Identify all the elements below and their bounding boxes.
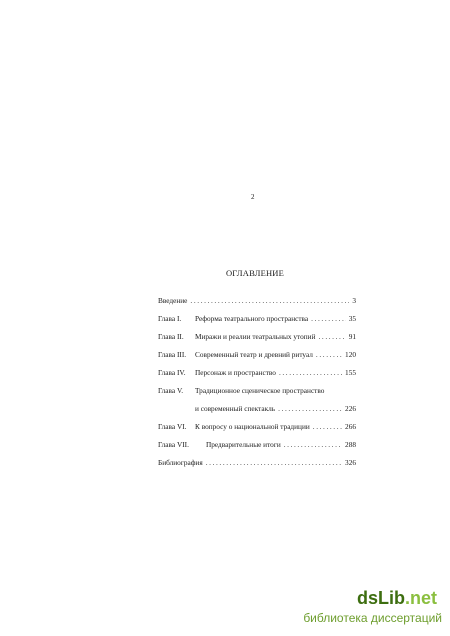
toc-entry-chapter-7: [158, 440, 356, 450]
watermark-logo-suffix: .net: [405, 588, 438, 608]
toc-entry-page: 35: [348, 314, 356, 323]
toc-entry-page: 226: [345, 404, 356, 413]
toc-entry-title: Персонаж и пространство: [195, 368, 276, 377]
toc-entry-title: Традиционное сценическое пространство: [195, 386, 325, 395]
toc-entry-chapter-1: [158, 314, 356, 324]
toc-entry-title: Библиография: [158, 458, 203, 467]
toc-entry-page: 3: [352, 296, 356, 305]
toc-entry-page: 91: [348, 332, 356, 341]
toc-entry-chapter-5: [158, 386, 356, 396]
chapter-number: Глава VII.: [158, 440, 189, 449]
chapter-number: Глава II.: [158, 332, 184, 341]
chapter-number: Глава I.: [158, 314, 182, 323]
dot-leader: [313, 422, 342, 431]
page-number: 2: [251, 193, 255, 201]
toc-entry-chapter-4: [158, 368, 356, 378]
toc-entry-title: Реформа театрального пространства: [195, 314, 309, 323]
toc-entry-chapter-6: [158, 422, 356, 432]
toc-entry-title: К вопросу о национальной традиции: [195, 422, 310, 431]
toc-entry-title: Миражи и реалии театральных утопий: [195, 332, 316, 341]
toc-entry-chapter-5-continued: [158, 404, 356, 414]
toc-entry-title: и современный спектакль: [195, 404, 276, 413]
toc-entry-chapter-3: [158, 350, 356, 360]
chapter-number: Глава III.: [158, 350, 187, 359]
toc-entry-chapter-2: [158, 332, 356, 342]
dot-leader: [278, 404, 342, 413]
dot-leader: [284, 440, 342, 449]
dot-leader: [316, 350, 342, 359]
dot-leader: [318, 332, 345, 341]
toc-entry-page: 155: [345, 368, 356, 377]
chapter-number: Глава IV.: [158, 368, 186, 377]
toc-entry-page: 326: [345, 458, 356, 467]
toc-heading: ОГЛАВЛЕНИЕ: [225, 268, 285, 278]
dot-leader: [206, 458, 342, 467]
dot-leader: [190, 296, 349, 305]
toc-entry-bibliography: [158, 458, 356, 468]
watermark-logo-main: dsLib: [357, 588, 405, 608]
chapter-number: Глава VI.: [158, 422, 187, 431]
toc-entry-page: 120: [345, 350, 356, 359]
dot-leader: [279, 368, 342, 377]
toc-entry-page: 266: [345, 422, 356, 431]
dot-leader: [311, 314, 346, 323]
chapter-number: Глава V.: [158, 386, 184, 395]
watermark-logo: [357, 588, 437, 609]
toc-entry-page: 288: [345, 440, 356, 449]
toc-entry-title: Предварительные итоги: [206, 440, 281, 449]
watermark-subtitle: библиотека диссертаций: [303, 611, 442, 625]
toc-entry-title: Современный театр и древний ритуал: [195, 350, 313, 359]
toc-entry-introduction: [158, 296, 356, 306]
toc-entry-title: Введение: [158, 296, 188, 305]
